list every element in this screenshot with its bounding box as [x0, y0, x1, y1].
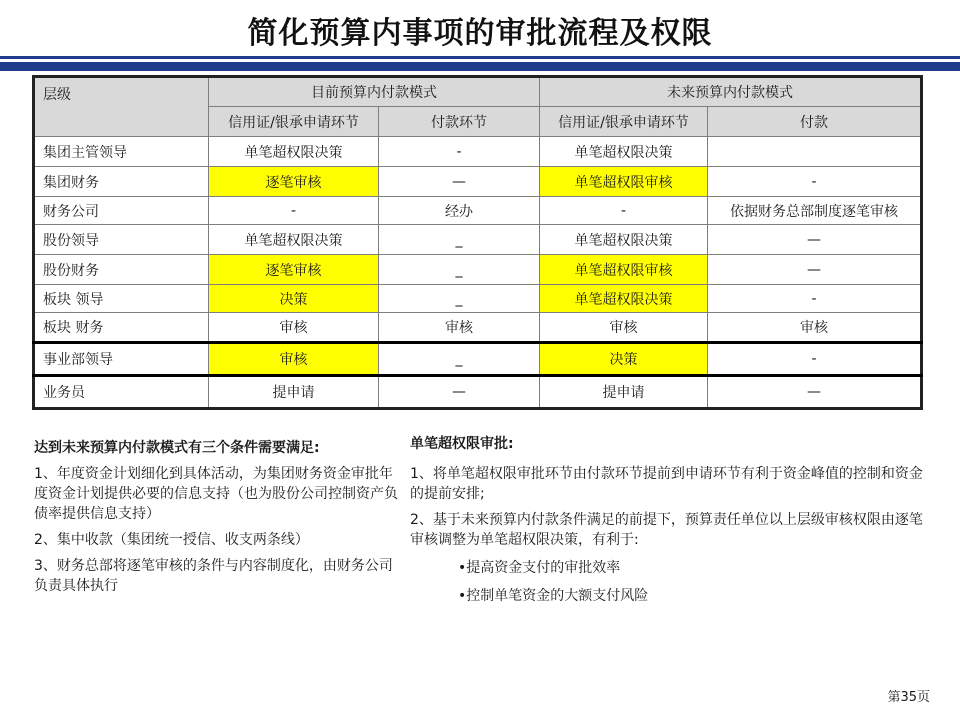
page-number: 第35页 [887, 690, 930, 705]
header-level: 层级 [34, 77, 209, 137]
table-cell: - [708, 343, 922, 376]
table-cell: 决策 [540, 343, 708, 376]
table-cell: — [379, 167, 540, 197]
table-row [34, 255, 922, 285]
table-cell: 审核 [540, 313, 708, 343]
table-cell: 单笔超权限决策 [209, 225, 379, 255]
approval-bullet: •控制单笔资金的大额支付风险 [458, 588, 649, 604]
table-cell: - [708, 285, 922, 313]
conditions-heading: 达到未来预算内付款模式有三个条件需要满足: [34, 440, 320, 456]
table-cell [708, 137, 922, 167]
table-cell: 审核 [708, 313, 922, 343]
table-cell: 审核 [379, 313, 540, 343]
table-cell: — [708, 376, 922, 409]
table-row [34, 197, 922, 225]
condition-item: 1、年度资金计划细化到具体活动，为集团财务资金审批年度资金计划提供必要的信息支持（也为股份公司控制资产负债率提供信息支持） [34, 466, 398, 522]
approval-bullet: •提高资金支付的审批效率 [458, 560, 621, 576]
level-cell: 财务公司 [34, 197, 209, 225]
table-row [34, 137, 922, 167]
table-row [34, 376, 922, 409]
table-cell: - [540, 197, 708, 225]
level-cell: 集团财务 [34, 167, 209, 197]
table-row [34, 285, 922, 313]
level-cell: 板块 领导 [34, 285, 209, 313]
table-cell: 单笔超权限决策 [209, 137, 379, 167]
subheader-cell: 付款 [708, 107, 922, 137]
table-cell: 决策 [209, 285, 379, 313]
table-cell: 审核 [209, 313, 379, 343]
subheader-cell: 付款环节 [379, 107, 540, 137]
conditions-section [34, 438, 404, 602]
table-cell: _ [379, 255, 540, 285]
table-cell: _ [379, 343, 540, 376]
level-cell: 业务员 [34, 376, 209, 409]
table-cell: 提申请 [540, 376, 708, 409]
title-underline-thick [0, 62, 960, 71]
table-cell: 单笔超权限决策 [540, 225, 708, 255]
table-cell: 单笔超权限审核 [540, 255, 708, 285]
table-cell: 提申请 [209, 376, 379, 409]
table-body [34, 137, 922, 409]
table-cell: 依据财务总部制度逐笔审核 [708, 197, 922, 225]
table-cell: — [379, 376, 540, 409]
approval-table [32, 75, 923, 410]
table-cell: - [379, 137, 540, 167]
table-cell: — [708, 255, 922, 285]
table-cell: 审核 [209, 343, 379, 376]
level-cell: 股份领导 [34, 225, 209, 255]
subheader-cell: 信用证/银承申请环节 [209, 107, 379, 137]
header-current-mode: 目前预算内付款模式 [209, 77, 540, 107]
table-cell: 经办 [379, 197, 540, 225]
table-cell: 逐笔审核 [209, 255, 379, 285]
title-underline-thin [0, 56, 960, 59]
approval-item: 2、基于未来预算内付款条件满足的前提下，预算责任单位以上层级审核权限由逐笔审核调整为单笔超权限决策，有利于: [410, 512, 923, 548]
table-cell: 逐笔审核 [209, 167, 379, 197]
subheader-cell: 信用证/银承申请环节 [540, 107, 708, 137]
level-cell: 集团主管领导 [34, 137, 209, 167]
table-cell: _ [379, 225, 540, 255]
condition-item: 2、集中收款（集团统一授信、收支两条线） [34, 532, 309, 548]
level-cell: 事业部领导 [34, 343, 209, 376]
table-cell: - [209, 197, 379, 225]
table-cell: — [708, 225, 922, 255]
table-cell: _ [379, 285, 540, 313]
table-cell: 单笔超权限决策 [540, 137, 708, 167]
approval-heading: 单笔超权限审批: [410, 436, 514, 452]
table-cell: 单笔超权限审核 [540, 167, 708, 197]
page-title: 简化预算内事项的审批流程及权限 [247, 16, 713, 51]
table-row [34, 225, 922, 255]
level-cell: 股份财务 [34, 255, 209, 285]
condition-item: 3、财务总部将逐笔审核的条件与内容制度化，由财务公司负责具体执行 [34, 558, 393, 594]
table-row [34, 343, 922, 376]
table-cell: 单笔超权限决策 [540, 285, 708, 313]
approval-section [410, 434, 930, 606]
level-cell: 板块 财务 [34, 313, 209, 343]
approval-item: 1、将单笔超权限审批环节由付款环节提前到申请环节有利于资金峰值的控制和资金的提前安排; [410, 466, 923, 502]
table-row [34, 313, 922, 343]
table-row [34, 167, 922, 197]
table-cell: - [708, 167, 922, 197]
header-future-mode: 未来预算内付款模式 [540, 77, 922, 107]
